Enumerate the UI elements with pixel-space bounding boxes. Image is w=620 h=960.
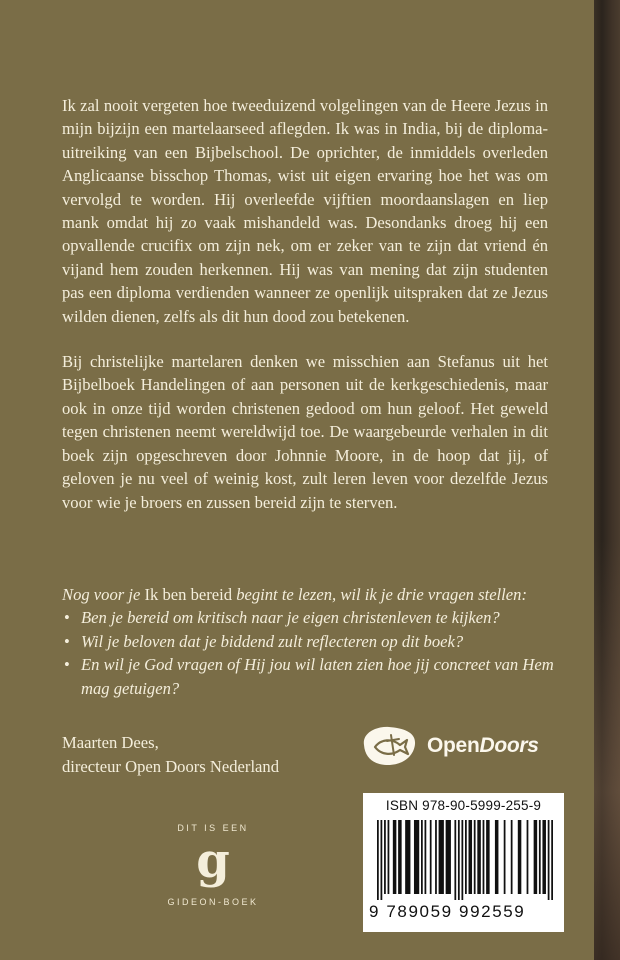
question-item [62, 653, 562, 700]
barcode-bar [377, 820, 379, 900]
barcode-bar [495, 820, 499, 894]
gideon-g-icon [191, 839, 235, 891]
barcode-bar [414, 820, 419, 894]
barcode-bar [542, 820, 546, 894]
wordmark-doors: Doors [479, 734, 539, 757]
signature [62, 731, 279, 779]
barcode-bar [504, 820, 506, 894]
barcode-bar [511, 820, 513, 894]
barcode-bar [477, 820, 481, 894]
question-text-2: Wil je beloven dat je biddend zult reflecteren op dit boek? [81, 631, 464, 651]
barcode-bar [483, 820, 485, 894]
wordmark-open: Open [427, 734, 480, 757]
barcode-bar [454, 820, 456, 900]
barcode-bar [393, 820, 397, 894]
bullet-1: • [64, 608, 70, 628]
question-item [62, 606, 562, 629]
barcode-bar [539, 820, 541, 894]
paragraph-1: Ik zal nooit vergeten hoe tweeduizend volgelingen van de Heere Jezus in mijn bijzijn een martelaarseed aflegden. Ik was in India, bij de diploma-uitreiking van een Bijbelschool. De oprichter, de inmiddels overleden Anglicaanse bisschop Thomas, wist uit eigen ervaring hoe het was om vervolgd te worden. Hij overleefde vijftien moordaanslagen en liep mank omdat hij zo vaak mishandeld was. Desondanks droeg hij een opvallende crucifix om zijn nek, om er zeker van te zijn dat vriend én vijand hem zouden herkennen. Hij was van mening dat zijn studenten pas een diploma verdienden wanneer ze openlijk uitspraken dat ze Jezus wilden dienen, zelfs als dit hun dood zou betekenen. [62, 96, 548, 326]
open-doors-fish-icon [358, 723, 420, 769]
barcode-bar [458, 820, 460, 900]
barcode-bar [421, 820, 423, 894]
barcode-bar [469, 820, 473, 894]
barcode-bar [534, 820, 538, 894]
isbn-label: ISBN 978-90-5999-255-9 [385, 798, 542, 813]
barcode-bar [486, 820, 490, 894]
barcode-bar [461, 820, 463, 900]
questions-list [62, 606, 562, 700]
question-item [62, 630, 562, 653]
bullet-2: • [64, 631, 70, 651]
signature-name: Maarten Dees, [62, 733, 159, 752]
barcode-bar [518, 820, 522, 894]
gideon-bottom-text: GIDEON-BOEK [167, 897, 259, 907]
open-doors-wordmark [427, 734, 539, 758]
barcode-box [363, 793, 564, 932]
barcode-bar [430, 820, 432, 894]
barcode-bar [405, 820, 410, 894]
barcode-bar [439, 820, 444, 894]
barcode-bar [548, 820, 550, 900]
body-text [62, 94, 548, 536]
barcode-bar [381, 820, 383, 900]
gideon-mark [158, 823, 268, 907]
barcode-bar [388, 820, 390, 894]
barcode-bar [527, 820, 529, 894]
gideon-top-text: DIT IS EEN [177, 823, 249, 833]
bullet-3: • [64, 655, 70, 675]
question-text-3: En wil je God vragen of Hij jou wil laten zien hoe jij concreet van Hem mag getuigen? [81, 655, 554, 698]
barcode-bar [398, 820, 402, 894]
gideon-letter: g [196, 839, 230, 889]
barcode-bar [551, 820, 553, 900]
barcode-bar [435, 820, 437, 894]
signature-role: directeur Open Doors Nederland [62, 757, 280, 776]
barcode-bar [425, 820, 427, 894]
questions-intro [62, 583, 562, 606]
barcode-bar [474, 820, 476, 894]
spine-edge [594, 0, 620, 960]
open-doors-logo [358, 722, 548, 770]
barcode-icon [375, 820, 555, 900]
barcode-bar [446, 820, 451, 894]
questions-block [62, 583, 562, 700]
question-text-1: Ben je bereid om kritisch naar je eigen christenleven te kijken? [81, 608, 500, 628]
book-title: Ik ben bereid [144, 585, 233, 604]
barcode-bar [384, 820, 386, 894]
intro-after: begint te lezen, wil ik je drie vragen stellen: [232, 585, 527, 604]
barcode-bar [465, 820, 467, 894]
barcode-digits: 9 789059 992559 [369, 902, 526, 921]
paragraph-2: Bij christelijke martelaren denken we misschien aan Stefanus uit het Bijbelboek Handelingen of aan personen uit de kerkgeschiedenis, maar ook in onze tijd worden christenen gedood om hun geloof. Het geweld tegen christenen neemt wereldwijd toe. De waargebeurde verhalen in dit boek zijn opgeschreven door Johnnie Moore, in de hoop dat jij, of geloven je nu veel of weinig kost, zult leren leven voor dezelfde Jezus voor wie je broers en zussen bereid zijn te sterven. [62, 352, 548, 512]
intro-before: Nog voor je [62, 585, 145, 604]
